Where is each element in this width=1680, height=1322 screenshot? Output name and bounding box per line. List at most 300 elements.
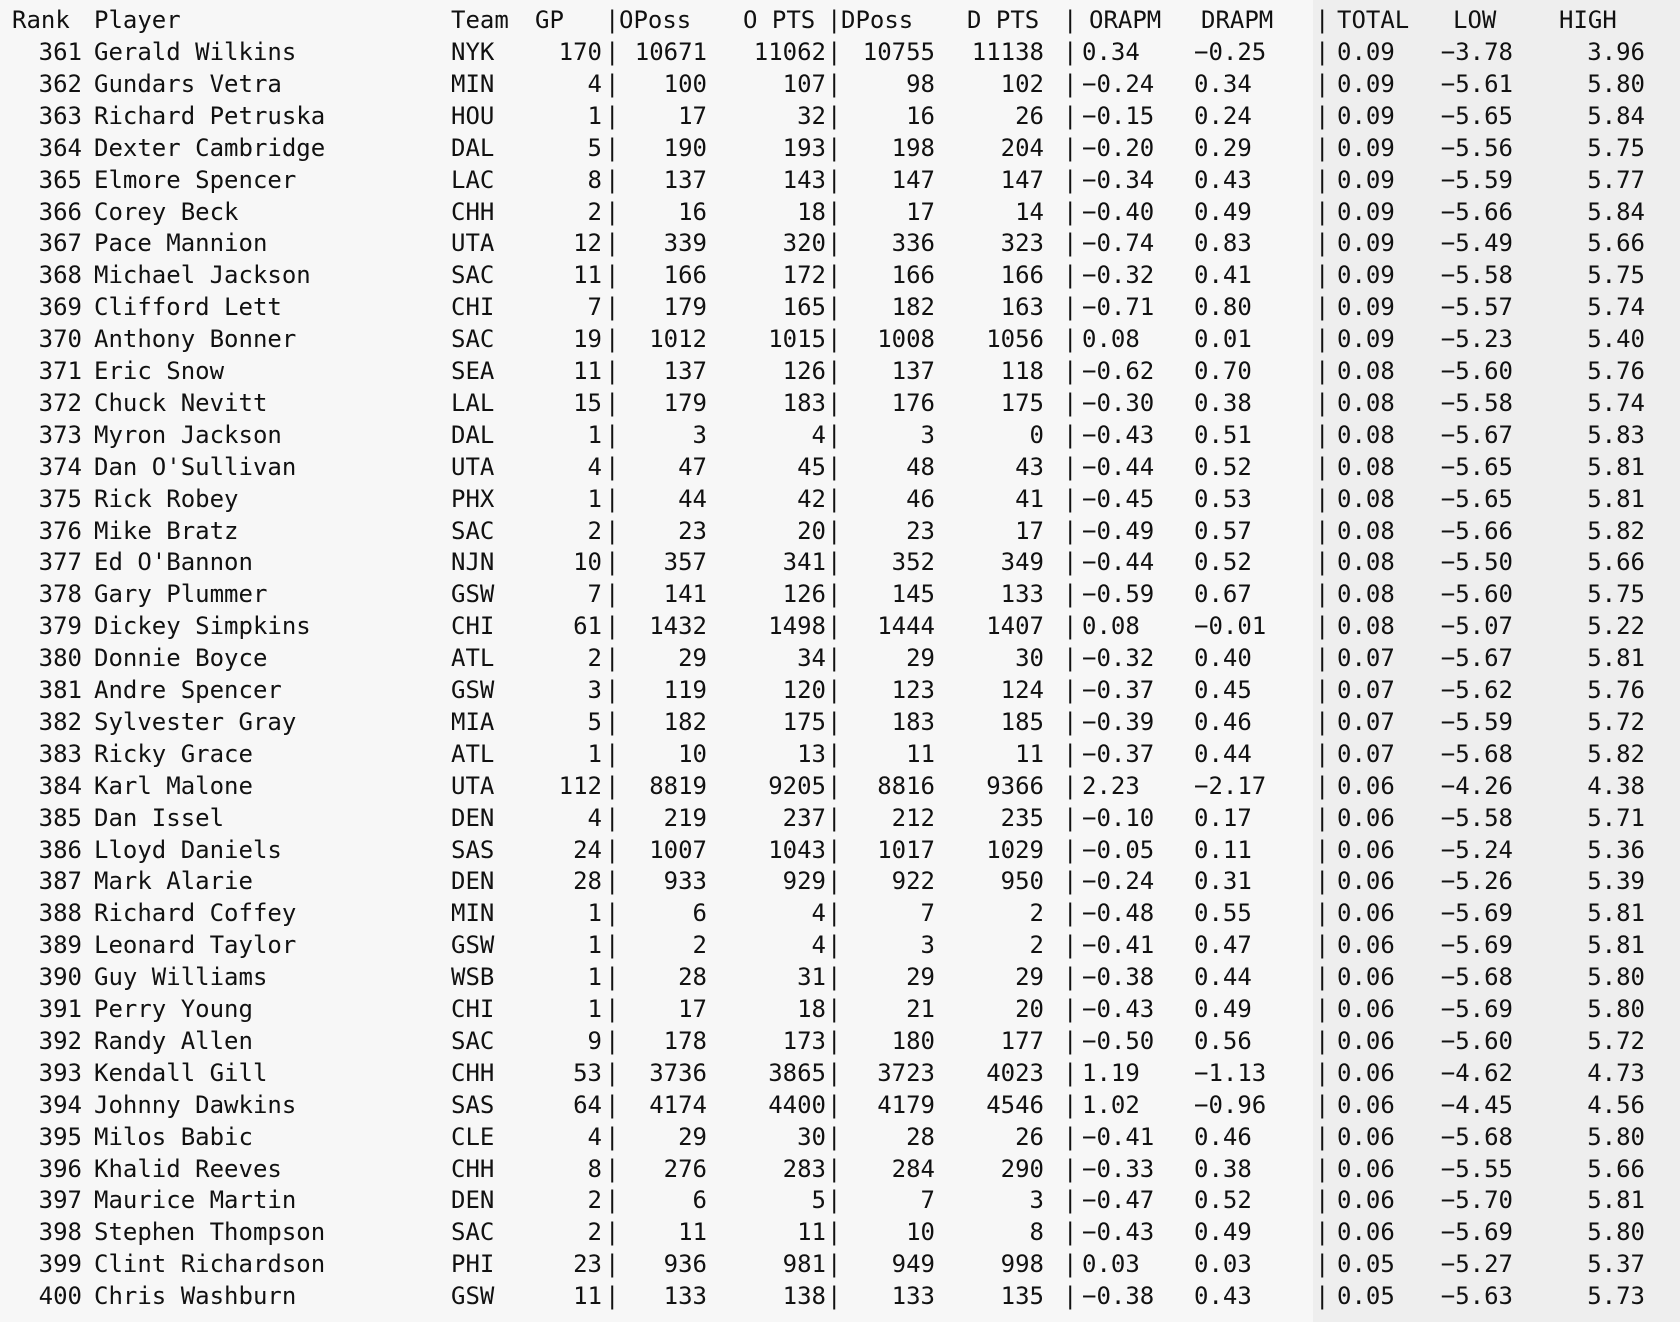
cell-player: Richard Coffey: [94, 899, 297, 928]
cell-separator-1: |: [605, 452, 620, 481]
cell-high: 4.56: [1587, 1090, 1645, 1119]
cell-drapm: 0.57: [1194, 516, 1252, 545]
cell-separator-1: |: [605, 388, 620, 417]
cell-separator-1: |: [605, 38, 620, 66]
cell-low: −5.68: [1440, 1122, 1513, 1151]
cell-player: Chris Washburn: [94, 1282, 297, 1311]
cell-separator-4: |: [1315, 739, 1330, 768]
cell-drapm: −0.25: [1194, 38, 1267, 66]
cell-player: Maurice Martin: [94, 1186, 297, 1215]
cell-opts: 126: [782, 580, 826, 609]
cell-player: Eric Snow: [94, 357, 225, 385]
cell-team: CLE: [451, 1122, 495, 1151]
cell-rank: 379: [38, 612, 82, 641]
cell-total: 0.06: [1337, 1154, 1395, 1183]
cell-player: Dickey Simpkins: [94, 612, 311, 641]
cell-total: 0.09: [1337, 261, 1395, 290]
cell-total: 0.09: [1337, 101, 1395, 130]
cell-opts: 11062: [753, 38, 826, 66]
cell-orapm: −0.30: [1082, 388, 1155, 417]
cell-oposs: 16: [678, 197, 707, 226]
cell-dpts: 30: [1015, 644, 1044, 673]
cell-oposs: 3: [692, 420, 707, 449]
cell-high: 4.38: [1587, 771, 1645, 800]
cell-gp: 1: [587, 995, 602, 1023]
cell-dpts: 175: [1000, 388, 1044, 417]
cell-drapm: 0.41: [1194, 261, 1252, 290]
cell-drapm: 0.52: [1194, 1186, 1252, 1215]
cell-player: Ricky Grace: [94, 739, 253, 768]
cell-player: Andre Spencer: [94, 676, 282, 704]
cell-separator-2: |: [827, 644, 842, 673]
cell-oposs: 276: [663, 1154, 707, 1183]
cell-orapm: −0.44: [1082, 548, 1155, 577]
cell-opts: 138: [782, 1282, 826, 1311]
cell-opts: 143: [782, 165, 826, 194]
cell-separator-1: |: [605, 357, 620, 385]
cell-team: UTA: [451, 229, 495, 258]
cell-drapm: 0.34: [1194, 69, 1252, 98]
cell-gp: 170: [558, 38, 602, 66]
cell-low: −5.66: [1440, 516, 1513, 545]
cell-total: 0.06: [1337, 963, 1395, 992]
cell-separator-2: |: [827, 1122, 842, 1151]
cell-separator-3: |: [1063, 1154, 1078, 1183]
cell-orapm: −0.24: [1082, 867, 1155, 896]
cell-separator-3: |: [1063, 707, 1078, 736]
cell-separator-4: |: [1315, 197, 1330, 226]
cell-dpts: 26: [1015, 1122, 1044, 1151]
cell-high: 5.74: [1587, 293, 1645, 322]
cell-separator-3: |: [1063, 69, 1078, 98]
cell-separator-2: |: [827, 1282, 842, 1311]
cell-dposs: 1444: [877, 612, 935, 641]
cell-separator-2: |: [827, 165, 842, 194]
cell-low: −5.63: [1440, 1282, 1513, 1311]
cell-team: CHI: [451, 293, 495, 322]
cell-separator-4: |: [1315, 229, 1330, 258]
cell-oposs: 28: [678, 963, 707, 992]
cell-dpts: 1407: [986, 612, 1044, 641]
cell-team: GSW: [451, 580, 495, 609]
cell-low: −5.65: [1440, 101, 1513, 130]
cell-orapm: −0.24: [1082, 69, 1155, 98]
cell-rank: 367: [38, 229, 82, 258]
cell-low: −5.61: [1440, 69, 1513, 98]
cell-gp: 2: [587, 1186, 602, 1215]
cell-separator-4: |: [1315, 484, 1330, 513]
cell-player: Kendall Gill: [94, 1058, 268, 1087]
cell-dposs: 3: [920, 420, 935, 449]
cell-orapm: −0.59: [1082, 580, 1155, 609]
cell-orapm: −0.15: [1082, 101, 1155, 130]
cell-dpts: 118: [1000, 357, 1044, 385]
cell-separator-4: |: [1315, 931, 1330, 960]
cell-player: Gundars Vetra: [94, 69, 282, 98]
cell-drapm: 0.03: [1194, 1250, 1252, 1279]
cell-player: Karl Malone: [94, 771, 253, 800]
cell-dpts: 17: [1015, 516, 1044, 545]
cell-separator-2: |: [827, 452, 842, 481]
cell-separator-4: |: [1315, 835, 1330, 864]
cell-low: −4.45: [1440, 1090, 1513, 1119]
cell-separator-2: |: [827, 803, 842, 832]
cell-separator-4: |: [1315, 867, 1330, 896]
cell-gp: 4: [587, 1122, 602, 1151]
cell-oposs: 10: [678, 739, 707, 768]
cell-rank: 398: [38, 1218, 82, 1247]
cell-dposs: 3: [920, 931, 935, 960]
cell-opts: 18: [797, 995, 826, 1023]
cell-rank: 366: [38, 197, 82, 226]
cell-high: 5.75: [1587, 133, 1645, 162]
cell-oposs: 23: [678, 516, 707, 545]
header-dpts: D PTS: [967, 6, 1040, 34]
cell-total: 0.08: [1337, 612, 1395, 641]
cell-orapm: −0.45: [1082, 484, 1155, 513]
cell-dpts: 147: [1000, 165, 1044, 194]
cell-dpts: 204: [1000, 133, 1044, 162]
header-separator-1: |: [605, 6, 620, 34]
cell-opts: 173: [782, 1026, 826, 1055]
cell-oposs: 141: [663, 580, 707, 609]
cell-drapm: 0.46: [1194, 707, 1252, 736]
cell-gp: 1: [587, 931, 602, 960]
cell-dpts: 950: [1000, 867, 1044, 896]
cell-player: Dan O'Sullivan: [94, 452, 297, 481]
cell-opts: 5: [811, 1186, 826, 1215]
cell-separator-3: |: [1063, 38, 1078, 66]
cell-rank: 380: [38, 644, 82, 673]
cell-low: −4.26: [1440, 771, 1513, 800]
cell-player: Ed O'Bannon: [94, 548, 253, 577]
cell-drapm: 0.49: [1194, 995, 1252, 1023]
cell-opts: 981: [782, 1250, 826, 1279]
cell-high: 5.36: [1587, 835, 1645, 864]
cell-low: −5.60: [1440, 1026, 1513, 1055]
cell-orapm: −0.71: [1082, 293, 1155, 322]
cell-separator-3: |: [1063, 995, 1078, 1023]
cell-total: 0.07: [1337, 739, 1395, 768]
cell-dposs: 145: [891, 580, 935, 609]
cell-separator-4: |: [1315, 707, 1330, 736]
cell-low: −5.59: [1440, 165, 1513, 194]
cell-team: MIA: [451, 707, 495, 736]
cell-dposs: 336: [891, 229, 935, 258]
cell-gp: 112: [558, 771, 602, 800]
cell-oposs: 11: [678, 1218, 707, 1247]
cell-rank: 387: [38, 867, 82, 896]
cell-oposs: 44: [678, 484, 707, 513]
cell-gp: 4: [587, 69, 602, 98]
cell-total: 0.09: [1337, 69, 1395, 98]
cell-rank: 391: [38, 995, 82, 1023]
cell-rank: 362: [38, 69, 82, 98]
cell-separator-1: |: [605, 835, 620, 864]
cell-separator-2: |: [827, 580, 842, 609]
cell-separator-1: |: [605, 1122, 620, 1151]
cell-opts: 20: [797, 516, 826, 545]
cell-dpts: 133: [1000, 580, 1044, 609]
cell-separator-2: |: [827, 548, 842, 577]
cell-rank: 377: [38, 548, 82, 577]
cell-player: Dexter Cambridge: [94, 133, 326, 162]
cell-team: GSW: [451, 1282, 495, 1311]
cell-separator-3: |: [1063, 835, 1078, 864]
cell-dposs: 7: [920, 1186, 935, 1215]
cell-rank: 394: [38, 1090, 82, 1119]
cell-low: −5.49: [1440, 229, 1513, 258]
cell-oposs: 179: [663, 293, 707, 322]
cell-dposs: 183: [891, 707, 935, 736]
cell-gp: 15: [573, 388, 602, 417]
cell-player: Randy Allen: [94, 1026, 253, 1055]
cell-high: 5.74: [1587, 388, 1645, 417]
cell-rank: 363: [38, 101, 82, 130]
cell-drapm: 0.67: [1194, 580, 1252, 609]
cell-separator-1: |: [605, 197, 620, 226]
cell-dposs: 17: [906, 197, 935, 226]
cell-player: Stephen Thompson: [94, 1218, 326, 1247]
cell-dpts: 2: [1029, 899, 1044, 928]
cell-oposs: 137: [663, 357, 707, 385]
cell-separator-1: |: [605, 1090, 620, 1119]
cell-oposs: 29: [678, 644, 707, 673]
cell-separator-4: |: [1315, 101, 1330, 130]
header-separator-2: |: [827, 6, 842, 34]
cell-high: 5.80: [1587, 963, 1645, 992]
cell-high: 5.72: [1587, 707, 1645, 736]
cell-opts: 1498: [768, 612, 826, 641]
cell-separator-2: |: [827, 197, 842, 226]
cell-oposs: 178: [663, 1026, 707, 1055]
cell-separator-1: |: [605, 707, 620, 736]
cell-low: −4.62: [1440, 1058, 1513, 1087]
cell-separator-1: |: [605, 803, 620, 832]
cell-high: 5.84: [1587, 101, 1645, 130]
cell-drapm: 0.38: [1194, 388, 1252, 417]
cell-orapm: −0.41: [1082, 1122, 1155, 1151]
cell-opts: 13: [797, 739, 826, 768]
cell-team: SAS: [451, 1090, 495, 1119]
cell-separator-1: |: [605, 548, 620, 577]
cell-oposs: 133: [663, 1282, 707, 1311]
cell-separator-2: |: [827, 835, 842, 864]
cell-dpts: 185: [1000, 707, 1044, 736]
cell-gp: 10: [573, 548, 602, 577]
cell-separator-3: |: [1063, 1026, 1078, 1055]
cell-dposs: 10: [906, 1218, 935, 1247]
cell-separator-1: |: [605, 229, 620, 258]
cell-separator-1: |: [605, 516, 620, 545]
cell-orapm: −0.41: [1082, 931, 1155, 960]
cell-separator-3: |: [1063, 1058, 1078, 1087]
cell-opts: 32: [797, 101, 826, 130]
cell-orapm: −0.20: [1082, 133, 1155, 162]
cell-drapm: 0.38: [1194, 1154, 1252, 1183]
cell-separator-4: |: [1315, 452, 1330, 481]
cell-high: 5.81: [1587, 452, 1645, 481]
cell-team: SAC: [451, 1218, 495, 1247]
cell-separator-2: |: [827, 771, 842, 800]
cell-low: −5.26: [1440, 867, 1513, 896]
cell-total: 0.07: [1337, 644, 1395, 673]
cell-dpts: 166: [1000, 261, 1044, 290]
cell-low: −5.24: [1440, 835, 1513, 864]
cell-rank: 375: [38, 484, 82, 513]
cell-oposs: 119: [663, 676, 707, 704]
cell-team: GSW: [451, 931, 495, 960]
cell-total: 0.06: [1337, 931, 1395, 960]
cell-team: PHI: [451, 1250, 495, 1279]
cell-opts: 341: [782, 548, 826, 577]
cell-separator-2: |: [827, 357, 842, 385]
cell-gp: 8: [587, 1154, 602, 1183]
cell-opts: 283: [782, 1154, 826, 1183]
cell-separator-4: |: [1315, 644, 1330, 673]
cell-player: Clint Richardson: [94, 1250, 326, 1279]
cell-gp: 1: [587, 420, 602, 449]
cell-low: −5.55: [1440, 1154, 1513, 1183]
cell-high: 5.81: [1587, 899, 1645, 928]
cell-opts: 193: [782, 133, 826, 162]
cell-separator-1: |: [605, 420, 620, 449]
cell-team: MIN: [451, 899, 495, 928]
cell-total: 0.06: [1337, 1058, 1395, 1087]
header-high: HIGH: [1559, 6, 1617, 34]
cell-low: −5.07: [1440, 612, 1513, 641]
cell-separator-2: |: [827, 707, 842, 736]
cell-separator-2: |: [827, 101, 842, 130]
cell-separator-2: |: [827, 867, 842, 896]
cell-separator-2: |: [827, 325, 842, 354]
cell-separator-4: |: [1315, 38, 1330, 66]
cell-team: SAS: [451, 835, 495, 864]
cell-total: 0.08: [1337, 548, 1395, 577]
table-header: [12, 4, 1617, 36]
cell-player: Michael Jackson: [94, 261, 311, 290]
cell-separator-1: |: [605, 293, 620, 322]
cell-low: −5.60: [1440, 357, 1513, 385]
cell-dpts: 323: [1000, 229, 1044, 258]
cell-low: −5.27: [1440, 1250, 1513, 1279]
cell-high: 5.81: [1587, 1186, 1645, 1215]
cell-separator-3: |: [1063, 612, 1078, 641]
cell-opts: 1043: [768, 835, 826, 864]
cell-dposs: 176: [891, 388, 935, 417]
cell-team: NYK: [451, 38, 495, 66]
cell-oposs: 219: [663, 803, 707, 832]
cell-orapm: −0.43: [1082, 420, 1155, 449]
cell-team: SAC: [451, 516, 495, 545]
cell-separator-1: |: [605, 899, 620, 928]
header-opts: O PTS: [743, 6, 816, 34]
cell-separator-2: |: [827, 229, 842, 258]
cell-team: NJN: [451, 548, 495, 577]
cell-separator-3: |: [1063, 101, 1078, 130]
cell-player: Khalid Reeves: [94, 1154, 282, 1183]
cell-gp: 1: [587, 899, 602, 928]
cell-total: 0.05: [1337, 1282, 1395, 1311]
cell-separator-2: |: [827, 1186, 842, 1215]
cell-opts: 1015: [768, 325, 826, 354]
header-team: Team: [451, 6, 509, 34]
cell-drapm: 0.24: [1194, 101, 1252, 130]
cell-total: 0.06: [1337, 899, 1395, 928]
cell-drapm: 0.55: [1194, 899, 1252, 928]
cell-rank: 389: [38, 931, 82, 960]
cell-rank: 384: [38, 771, 82, 800]
header-rank: Rank: [12, 6, 70, 34]
cell-high: 5.80: [1587, 1218, 1645, 1247]
cell-drapm: 0.43: [1194, 165, 1252, 194]
cell-low: −5.69: [1440, 1218, 1513, 1247]
cell-opts: 107: [782, 69, 826, 98]
cell-dpts: 9366: [986, 771, 1044, 800]
cell-rank: 368: [38, 261, 82, 290]
cell-high: 5.73: [1587, 1282, 1645, 1311]
cell-dpts: 349: [1000, 548, 1044, 577]
cell-separator-3: |: [1063, 1186, 1078, 1215]
cell-separator-1: |: [605, 1218, 620, 1247]
cell-low: −5.66: [1440, 197, 1513, 226]
cell-gp: 7: [587, 580, 602, 609]
cell-separator-2: |: [827, 516, 842, 545]
cell-separator-4: |: [1315, 676, 1330, 704]
cell-separator-1: |: [605, 612, 620, 641]
cell-drapm: 0.70: [1194, 357, 1252, 385]
cell-gp: 9: [587, 1026, 602, 1055]
cell-team: LAC: [451, 165, 495, 194]
cell-dposs: 212: [891, 803, 935, 832]
cell-rank: 395: [38, 1122, 82, 1151]
cell-rank: 378: [38, 580, 82, 609]
header-total: TOTAL: [1337, 6, 1410, 34]
cell-player: Clifford Lett: [94, 293, 282, 322]
cell-team: DEN: [451, 1186, 495, 1215]
cell-dposs: 133: [891, 1282, 935, 1311]
cell-separator-1: |: [605, 1058, 620, 1087]
cell-separator-1: |: [605, 101, 620, 130]
cell-drapm: −0.01: [1194, 612, 1267, 641]
cell-dpts: 163: [1000, 293, 1044, 322]
cell-orapm: −0.74: [1082, 229, 1155, 258]
cell-dposs: 198: [891, 133, 935, 162]
cell-orapm: −0.32: [1082, 261, 1155, 290]
cell-total: 0.06: [1337, 867, 1395, 896]
cell-high: 5.71: [1587, 803, 1645, 832]
header-low: LOW: [1453, 6, 1497, 34]
cell-team: DEN: [451, 867, 495, 896]
cell-rank: 382: [38, 707, 82, 736]
cell-player: Leonard Taylor: [94, 931, 297, 960]
cell-drapm: 0.44: [1194, 963, 1252, 992]
cell-total: 0.06: [1337, 1186, 1395, 1215]
cell-separator-3: |: [1063, 133, 1078, 162]
cell-separator-3: |: [1063, 325, 1078, 354]
cell-drapm: 0.29: [1194, 133, 1252, 162]
cell-total: 0.09: [1337, 229, 1395, 258]
cell-drapm: 0.11: [1194, 835, 1252, 864]
cell-opts: 126: [782, 357, 826, 385]
cell-orapm: −0.05: [1082, 835, 1155, 864]
cell-rank: 371: [38, 357, 82, 385]
cell-high: 5.81: [1587, 644, 1645, 673]
cell-low: −5.60: [1440, 580, 1513, 609]
cell-total: 0.08: [1337, 580, 1395, 609]
cell-orapm: 0.34: [1082, 38, 1140, 66]
cell-separator-4: |: [1315, 325, 1330, 354]
